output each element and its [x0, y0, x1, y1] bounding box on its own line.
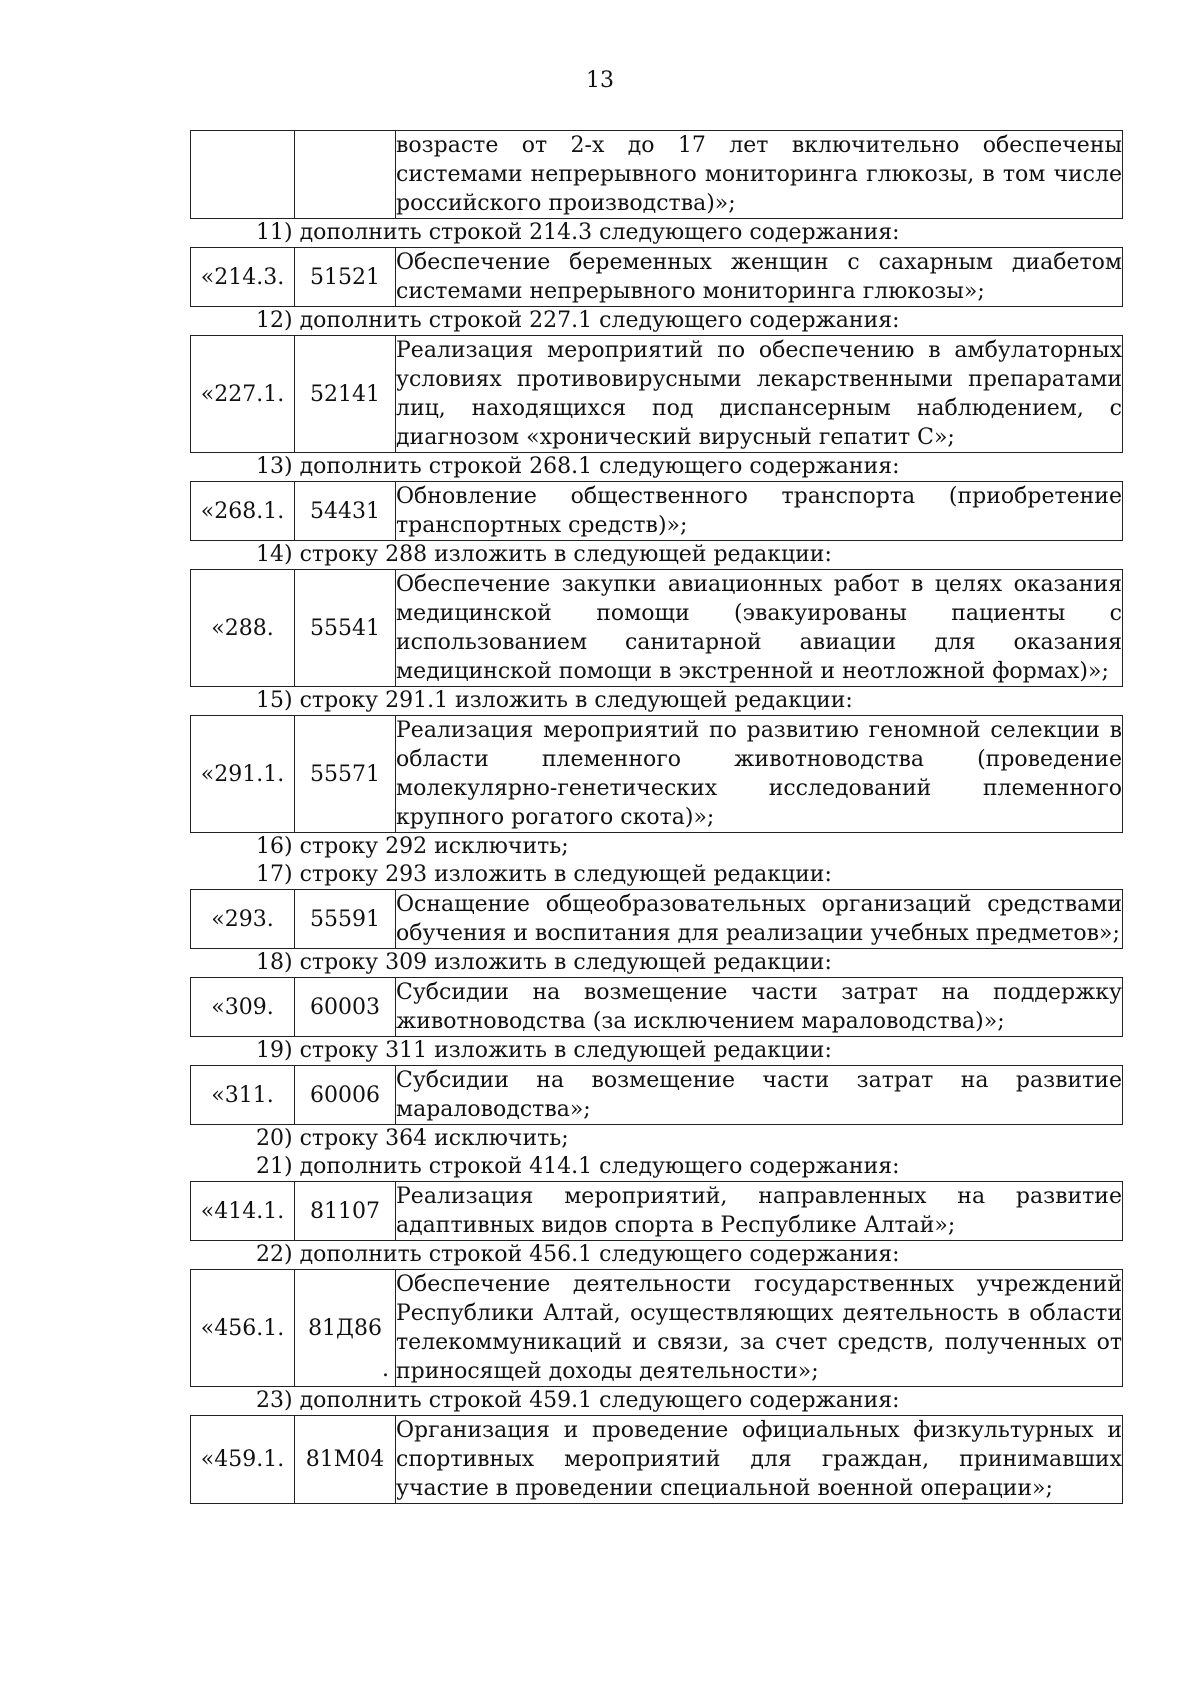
amendment-table — [190, 247, 1123, 307]
row-number-cell: «293. — [191, 890, 295, 949]
row-code: 52141 — [310, 381, 380, 407]
row-number-cell: «309. — [191, 978, 295, 1037]
row-code-cell — [295, 482, 396, 541]
row-text-cell: возрасте от 2-х до 17 лет включительно обеспечены системами непрерывного мониторинга глюкозы, в том числе российского производства)»; — [396, 131, 1123, 219]
amendment-instruction: 15) строку 291.1 изложить в следующей редакции: — [256, 688, 853, 713]
row-code-cell — [295, 248, 396, 307]
amendment-instruction: 12) дополнить строкой 227.1 следующего содержания: — [256, 308, 900, 333]
row-text-cell: Обеспечение закупки авиационных работ в целях оказания медицинской помощи (эвакуированы пациенты с использованием санитарной авиации для оказания медицинской помощи в экстренной и неотложной формах)»; — [396, 570, 1123, 687]
amendment-instruction: 13) дополнить строкой 268.1 следующего содержания: — [256, 454, 900, 479]
amendment-table — [190, 715, 1123, 833]
row-text-cell: Реализация мероприятий по развитию геномной селекции в области племенного животноводства (проведение молекулярно-генетических исследований племенного крупного рогатого скота)»; — [396, 716, 1123, 833]
row-code-cell — [295, 1416, 396, 1504]
row-number-cell: «214.3. — [191, 248, 295, 307]
amendment-table — [190, 889, 1123, 949]
amendment-instruction: 17) строку 293 изложить в следующей редакции: — [256, 862, 832, 887]
amendment-instruction: 20) строку 364 исключить; — [256, 1126, 569, 1151]
row-code-cell — [295, 1182, 396, 1241]
row-code: 55571 — [310, 761, 380, 787]
amendment-table — [190, 335, 1123, 453]
row-code-cell — [295, 336, 396, 453]
row-text-cell: Реализация мероприятий по обеспечению в амбулаторных условиях противовирусными лекарственными препаратами лиц, находящихся под диспансерным наблюдением, с диагнозом «хронический вирусный гепатит С»; — [396, 336, 1123, 453]
row-code-cell — [295, 570, 396, 687]
table-row — [191, 716, 1123, 833]
table-row — [191, 1182, 1123, 1241]
row-text-cell: Организация и проведение официальных физкультурных и спортивных мероприятий для граждан, принимавших участие в проведении специальной военной операции»; — [396, 1416, 1123, 1504]
row-code: 55591 — [310, 906, 380, 932]
row-code-cell — [295, 716, 396, 833]
document-body — [190, 130, 1123, 1504]
row-code-cell — [295, 131, 396, 219]
amendment-table — [190, 1269, 1123, 1387]
table-row — [191, 1066, 1123, 1125]
row-code: 51521 — [310, 264, 380, 290]
amendment-instruction: 22) дополнить строкой 456.1 следующего содержания: — [256, 1242, 900, 1267]
row-code: 60006 — [310, 1082, 380, 1108]
row-code-cell — [295, 1270, 396, 1387]
row-text-cell: Субсидии на возмещение части затрат на поддержку животноводства (за исключением мараловодства)»; — [396, 978, 1123, 1037]
amendment-table — [190, 481, 1123, 541]
amendment-instruction: 11) дополнить строкой 214.3 следующего содержания: — [256, 220, 900, 245]
table-row — [191, 570, 1123, 687]
row-number-cell: «456.1. — [191, 1270, 295, 1387]
row-code-cell — [295, 978, 396, 1037]
table-row — [191, 336, 1123, 453]
amendment-instruction: 18) строку 309 изложить в следующей редакции: — [256, 950, 832, 975]
row-number-cell — [191, 131, 295, 219]
amendment-instruction: 19) строку 311 изложить в следующей редакции: — [256, 1038, 832, 1063]
amendment-table — [190, 1181, 1123, 1241]
table-row — [191, 890, 1123, 949]
row-text-cell: Субсидии на возмещение части затрат на развитие мараловодства»; — [396, 1066, 1123, 1125]
amendment-table — [190, 977, 1123, 1037]
amendment-instruction: 21) дополнить строкой 414.1 следующего содержания: — [256, 1154, 900, 1179]
row-text-cell: Обеспечение деятельности государственных учреждений Республики Алтай, осуществляющих деятельность в области телекоммуникаций и связи, за счет средств, полученных от приносящей доходы деятельности»; — [396, 1270, 1123, 1387]
page-number: 13 — [586, 68, 614, 93]
row-code: 60003 — [310, 994, 380, 1020]
row-number-cell: «288. — [191, 570, 295, 687]
continued-table-row — [190, 130, 1123, 219]
amendment-list — [190, 219, 1123, 1504]
amendment-instruction: 23) дополнить строкой 459.1 следующего содержания: — [256, 1388, 900, 1413]
margin-mark: . — [382, 1357, 389, 1382]
row-number-cell: «268.1. — [191, 482, 295, 541]
row-code: 81М04 — [305, 1447, 385, 1472]
amendment-table — [190, 1065, 1123, 1125]
table-row — [191, 248, 1123, 307]
table-row — [191, 1270, 1123, 1387]
row-code: 81107 — [310, 1198, 380, 1224]
amendment-table — [190, 1415, 1123, 1504]
table-row — [191, 978, 1123, 1037]
amendment-table — [190, 569, 1123, 687]
row-text-cell: Обеспечение беременных женщин с сахарным диабетом системами непрерывного мониторинга глюкозы»; — [396, 248, 1123, 307]
row-number-cell: «459.1. — [191, 1416, 295, 1504]
row-text-cell: Обновление общественного транспорта (приобретение транспортных средств)»; — [396, 482, 1123, 541]
row-code-cell — [295, 890, 396, 949]
row-number-cell: «311. — [191, 1066, 295, 1125]
row-number-cell: «227.1. — [191, 336, 295, 453]
row-code: 54431 — [310, 498, 380, 524]
amendment-instruction: 14) строку 288 изложить в следующей редакции: — [256, 542, 832, 567]
row-number-cell: «291.1. — [191, 716, 295, 833]
table-row — [191, 131, 1123, 219]
row-code: 81Д86 — [308, 1315, 382, 1341]
table-row — [191, 482, 1123, 541]
row-code-cell — [295, 1066, 396, 1125]
row-code: 55541 — [310, 615, 380, 641]
row-text-cell: Реализация мероприятий, направленных на развитие адаптивных видов спорта в Республике Алтай»; — [396, 1182, 1123, 1241]
table-row — [191, 1416, 1123, 1504]
row-text-cell: Оснащение общеобразовательных организаций средствами обучения и воспитания для реализации учебных предметов»; — [396, 890, 1123, 949]
row-number-cell: «414.1. — [191, 1182, 295, 1241]
amendment-instruction: 16) строку 292 исключить; — [256, 834, 569, 859]
